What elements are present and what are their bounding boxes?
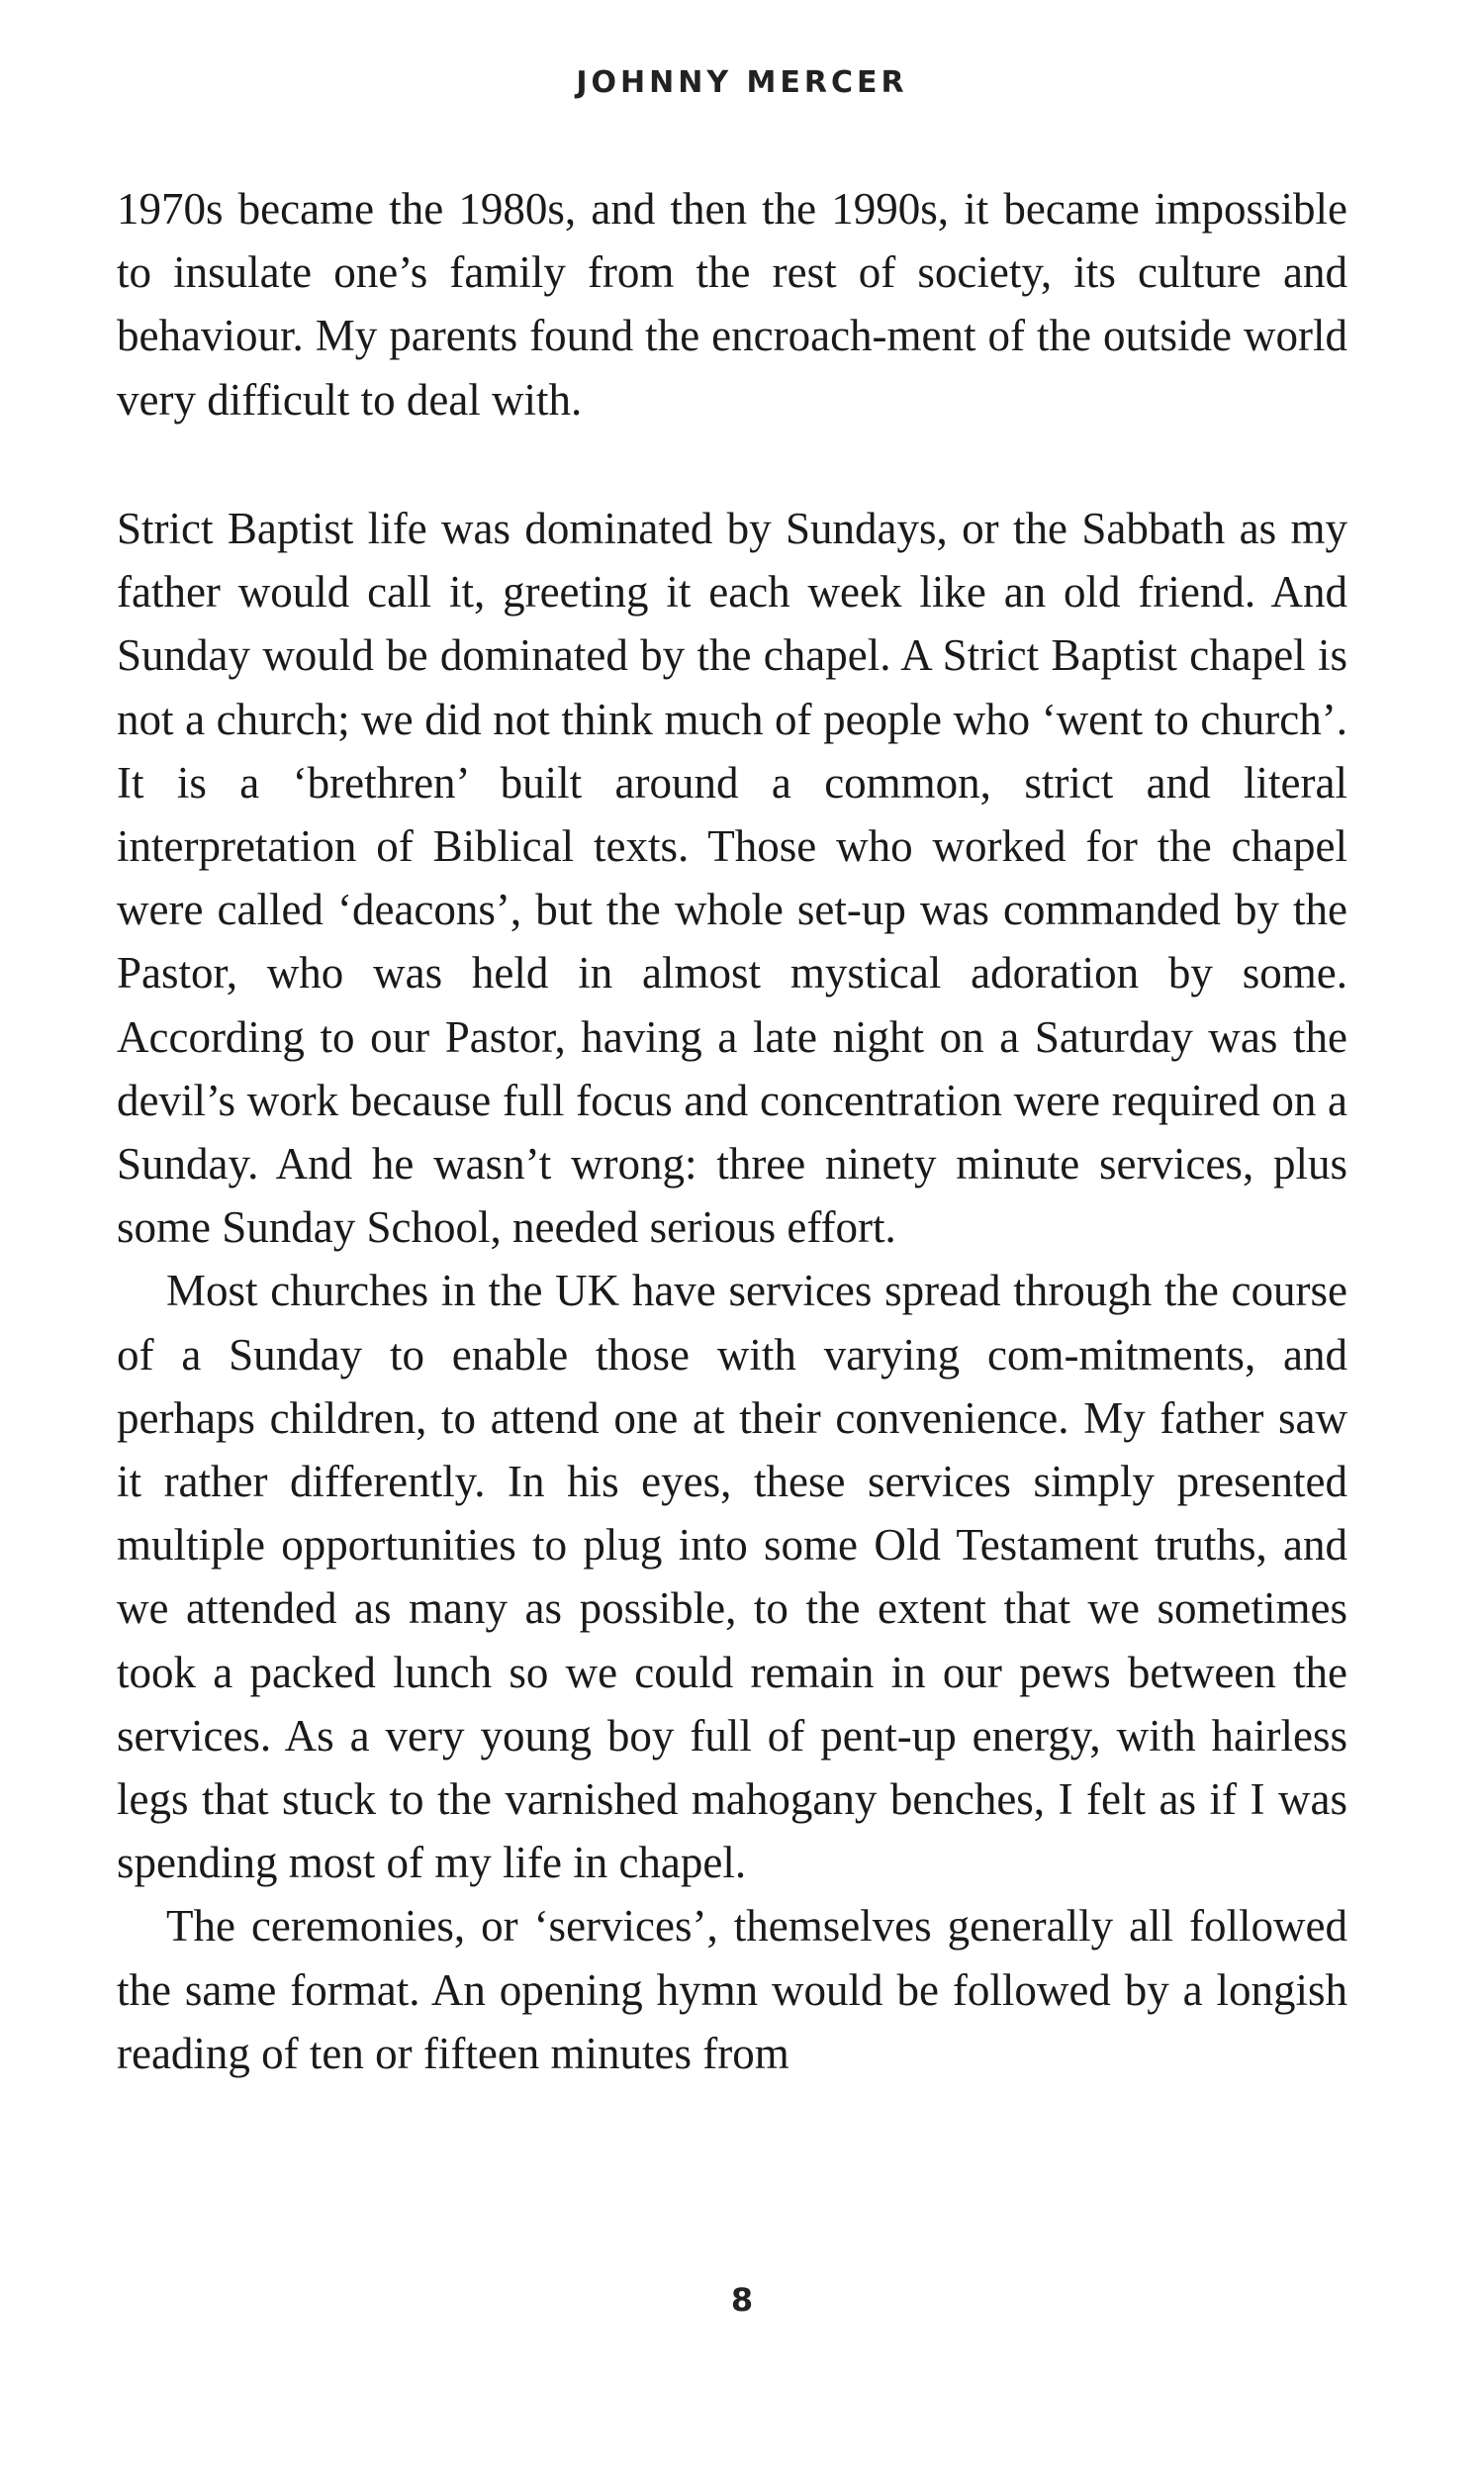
text-block-main — [117, 497, 1347, 2085]
paragraph-4: The ceremonies, or ‘services’, themselves generally all followed the same format. An opening hymn would be followed by a longish reading of ten or fifteen minutes from — [117, 1901, 1347, 2078]
paragraph-2: Strict Baptist life was dominated by Sundays, or the Sabbath as my father would call it, greeting it each week like an old friend. And Sunday would be dominated by the chapel. A Strict Baptist chapel is not a church; we did not think much of people who ‘went to church’. It is a ‘brethren’ built around a common, strict and literal interpretation of Biblical texts. Those who worked for the chapel were called ‘deacons’, but the whole set-up was commanded by the Pastor, who was held in almost mystical adoration by some. According to our Pastor, having a late night on a Saturday was the devil’s work because full focus and concentration were required on a Sunday. And he wasn’t wrong: three ninety minute services, plus some Sunday School, needed serious effort. — [117, 504, 1347, 1253]
running-head-title: JOHNNY MERCER — [576, 65, 908, 100]
text-block-continued — [117, 177, 1347, 431]
page-number: 8 — [730, 2281, 754, 2319]
paragraph-3: Most churches in the UK have services spread through the course of a Sunday to enable those with varying com-mitments, and perhaps children, to attend one at their convenience. My father saw it rather differently. In his eyes, these services simply presented multiple opportunities to plug into some Old Testament truths, and we attended as many as possible, to the extent that we sometimes took a packed lunch so we could remain in our pews between the services. As a very young boy full of pent-up energy, with hairless legs that stuck to the varnished mahogany benches, I felt as if I was spending most of my life in chapel. — [117, 1266, 1347, 1888]
paragraph-1: 1970s became the 1980s, and then the 1990s, it became impossible to insulate one’s family from the rest of society, its culture and behaviour. My parents found the encroach-ment of the outside world very difficult to deal with. — [117, 184, 1347, 425]
